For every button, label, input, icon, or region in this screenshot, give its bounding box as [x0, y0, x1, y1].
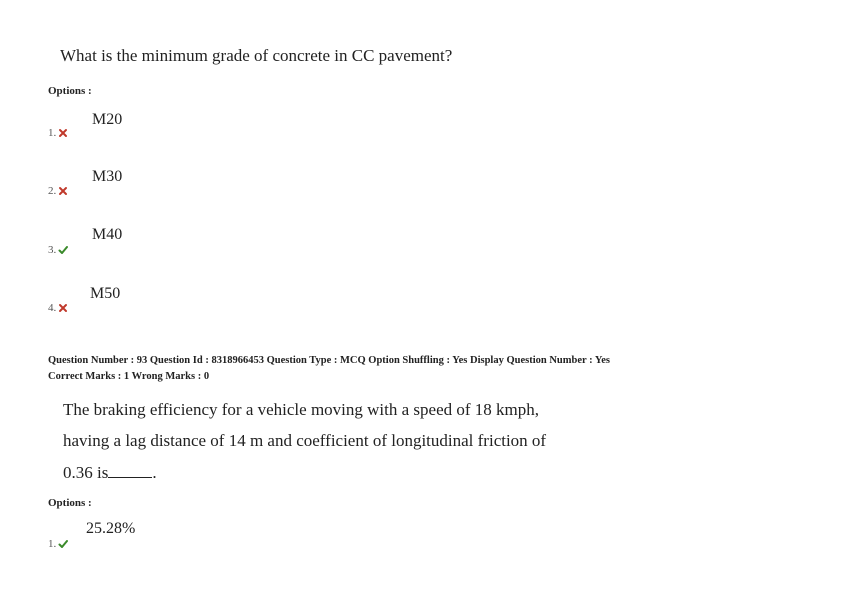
question-text: What is the minimum grade of concrete in CC pavement? [60, 46, 453, 65]
option-number [48, 185, 68, 197]
options-label: Options : [48, 497, 92, 509]
question-text-line: having a lag distance of 14 m and coefficient of longitudinal friction of [63, 431, 547, 450]
option-text: M30 [92, 168, 123, 185]
answer-blank [108, 465, 152, 478]
question-meta: Question Number : 93 Question Id : 8318966453 Question Type : MCQ Option Shuffling : Yes Display Question Number : Yes [48, 355, 611, 366]
option-number-label: 3. [48, 244, 57, 256]
option-number [48, 244, 68, 256]
option-number-label: 4. [48, 302, 57, 314]
question-text-fragment: 0.36 is [63, 463, 109, 482]
cross-icon [58, 128, 68, 138]
option-text: M40 [92, 226, 123, 243]
option-number-label: 2. [48, 185, 57, 197]
checkmark-icon [58, 245, 68, 255]
option-text: 25.28% [86, 520, 136, 537]
question-text-line-last [63, 463, 157, 483]
checkmark-icon [58, 539, 68, 549]
question-text-end: . [152, 463, 157, 482]
option-number [48, 302, 68, 314]
option-number [48, 538, 68, 550]
question-text-line: The braking efficiency for a vehicle moving with a speed of 18 kmph, [63, 400, 540, 419]
option-number-label: 1. [48, 127, 57, 139]
option-text: M20 [92, 111, 123, 128]
options-label: Options : [48, 85, 92, 97]
cross-icon [58, 303, 68, 313]
option-number [48, 127, 68, 139]
cross-icon [58, 186, 68, 196]
option-text: M50 [90, 285, 121, 302]
question-marks: Correct Marks : 1 Wrong Marks : 0 [48, 371, 210, 382]
option-number-label: 1. [48, 538, 57, 550]
